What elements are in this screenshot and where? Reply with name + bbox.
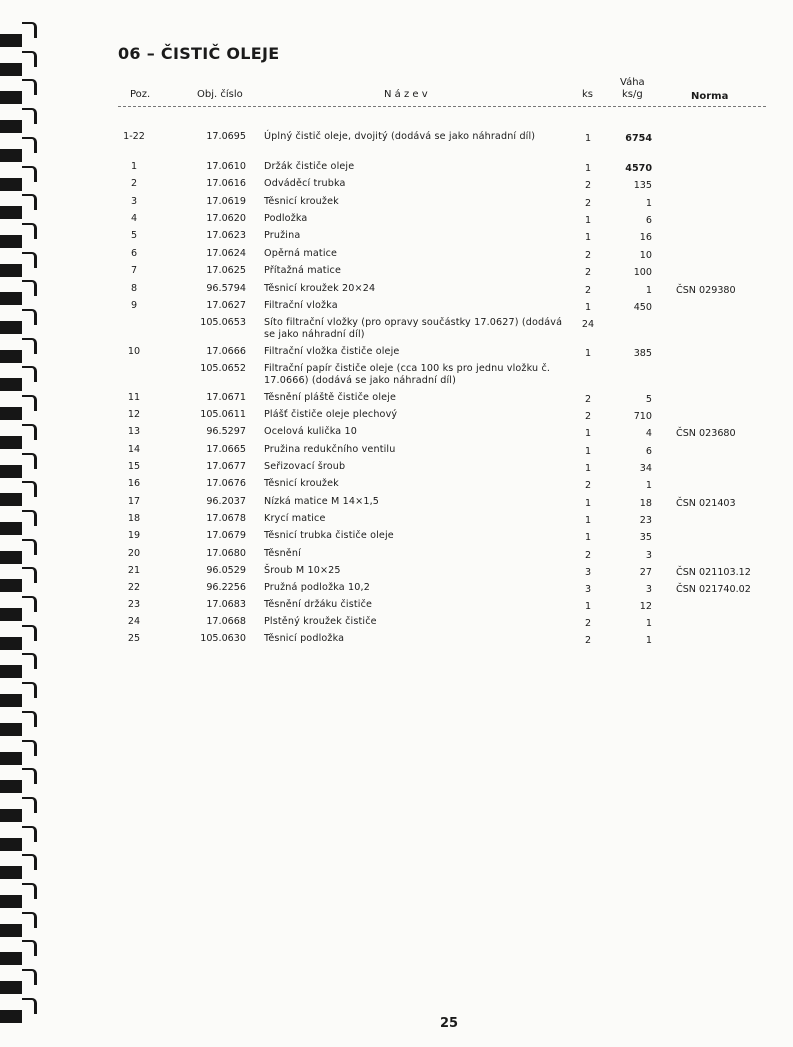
row-order-number: 96.2256 [206, 582, 246, 593]
row-name: Plstěný kroužek čističe [264, 616, 377, 627]
row-order-number: 17.0665 [206, 444, 246, 455]
row-position: 19 [127, 530, 141, 541]
row-position: 14 [127, 444, 141, 455]
row-order-number: 17.0678 [206, 513, 246, 524]
row-name: Těsnicí trubka čističe oleje [264, 530, 394, 541]
row-order-number: 17.0680 [206, 548, 246, 559]
row-weight: 385 [633, 348, 652, 359]
row-quantity: 3 [584, 584, 592, 595]
row-norm: ČSN 023680 [676, 428, 736, 439]
row-norm: ČSN 029380 [676, 285, 736, 296]
row-order-number: 17.0677 [206, 461, 246, 472]
row-position: 1 [130, 161, 138, 172]
row-order-number: 105.0653 [200, 317, 246, 328]
row-weight: 135 [633, 180, 652, 191]
row-order-number: 17.0679 [206, 530, 246, 541]
row-quantity: 2 [584, 411, 592, 422]
row-weight: 27 [639, 567, 652, 578]
binding-ring [0, 838, 38, 851]
row-quantity: 2 [584, 618, 592, 629]
row-position: 24 [127, 616, 141, 627]
row-order-number: 17.0610 [206, 161, 246, 172]
row-quantity: 2 [584, 480, 592, 491]
row-position: 13 [127, 426, 141, 437]
row-name: Nízká matice M 14×1,5 [264, 496, 380, 507]
row-weight: 100 [633, 267, 652, 278]
row-order-number: 96.2037 [206, 496, 246, 507]
row-norm: ČSN 021740.02 [676, 584, 751, 595]
row-quantity: 2 [584, 394, 592, 405]
binding-ring [0, 924, 38, 937]
row-name: Těsnicí podložka [264, 633, 345, 644]
row-order-number: 105.0630 [200, 633, 246, 644]
header-divider [118, 106, 766, 107]
row-order-number: 17.0616 [206, 178, 246, 189]
row-order-number: 17.0623 [206, 230, 246, 241]
binding-ring [0, 694, 38, 707]
row-name: Krycí matice [264, 513, 326, 524]
row-name: Odváděcí trubka [264, 178, 346, 189]
row-order-number: 17.0624 [206, 248, 246, 259]
page-title: 06 – ČISTIČ OLEJE [118, 44, 280, 63]
binding-ring [0, 637, 38, 650]
binding-ring [0, 981, 38, 994]
header-obj: Obj. číslo [197, 89, 243, 100]
binding-ring [0, 235, 38, 248]
row-name: Pružina redukčního ventilu [264, 444, 396, 455]
row-quantity: 1 [584, 133, 592, 144]
row-position: 1-22 [123, 131, 145, 142]
row-position: 3 [130, 196, 138, 207]
row-name: Ocelová kulička 10 [264, 426, 358, 437]
binding-ring [0, 752, 38, 765]
row-name: Držák čističe oleje [264, 161, 355, 172]
row-position: 2 [130, 178, 138, 189]
header-weight-bottom: ks/g [622, 89, 643, 100]
row-order-number: 17.0683 [206, 599, 246, 610]
row-weight: 34 [639, 463, 652, 474]
binding-ring [0, 34, 38, 47]
binding-ring [0, 407, 38, 420]
row-quantity: 1 [584, 446, 592, 457]
row-quantity: 1 [584, 601, 592, 612]
header-pos: Poz. [130, 89, 151, 100]
row-name: Těsnění pláště čističe oleje [264, 392, 397, 403]
row-name: Filtrační vložka čističe oleje [264, 346, 400, 357]
row-name: Plášť čističe oleje plechový [264, 409, 398, 420]
row-name: Úplný čistič oleje, dvojitý (dodává se jako náhradní díl) [264, 131, 536, 142]
header-ks: ks [582, 89, 594, 100]
binding-ring [0, 780, 38, 793]
row-position: 8 [130, 283, 138, 294]
row-weight: 6 [645, 446, 652, 457]
row-order-number: 105.0652 [200, 363, 246, 374]
row-quantity: 1 [584, 163, 592, 174]
row-position: 18 [127, 513, 141, 524]
row-order-number: 96.0529 [206, 565, 246, 576]
row-name: Opěrná matice [264, 248, 338, 259]
row-quantity: 1 [584, 498, 592, 509]
row-position: 11 [127, 392, 141, 403]
row-order-number: 17.0676 [206, 478, 246, 489]
row-weight: 6754 [625, 133, 652, 144]
row-weight: 5 [645, 394, 652, 405]
binding-ring [0, 895, 38, 908]
row-quantity: 3 [584, 567, 592, 578]
row-weight: 3 [645, 584, 652, 595]
row-position: 12 [127, 409, 141, 420]
row-weight: 450 [633, 302, 652, 313]
binding-ring [0, 493, 38, 506]
row-position: 20 [127, 548, 141, 559]
binding-ring [0, 608, 38, 621]
spiral-binding [0, 0, 44, 1047]
row-quantity: 1 [584, 463, 592, 474]
row-position: 21 [127, 565, 141, 576]
row-order-number: 17.0666 [206, 346, 246, 357]
row-position: 22 [127, 582, 141, 593]
binding-ring [0, 264, 38, 277]
page-number: 25 [439, 1016, 459, 1031]
row-name: Přítažná matice [264, 265, 341, 276]
binding-ring [0, 292, 38, 305]
row-weight: 1 [645, 635, 652, 646]
row-position: 16 [127, 478, 141, 489]
row-position: 6 [130, 248, 138, 259]
binding-ring [0, 378, 38, 391]
row-name: Těsnicí kroužek [264, 196, 339, 207]
row-position: 10 [127, 346, 141, 357]
row-order-number: 17.0620 [206, 213, 246, 224]
row-weight: 1 [645, 285, 652, 296]
row-weight: 10 [639, 250, 652, 261]
row-name: Filtrační papír čističe oleje (cca 100 ks pro jednu vložku č. 17.0666) (dodává se jako náhradní díl) [264, 363, 551, 386]
binding-ring [0, 350, 38, 363]
row-position: 7 [130, 265, 138, 276]
binding-ring [0, 665, 38, 678]
row-weight: 710 [633, 411, 652, 422]
binding-ring [0, 91, 38, 104]
binding-ring [0, 866, 38, 879]
row-position: 15 [127, 461, 141, 472]
row-quantity: 1 [584, 348, 592, 359]
row-weight: 18 [639, 498, 652, 509]
row-order-number: 17.0619 [206, 196, 246, 207]
binding-ring [0, 120, 38, 133]
binding-ring [0, 178, 38, 191]
row-weight: 23 [639, 515, 652, 526]
row-name: Těsnění [264, 548, 301, 559]
binding-ring [0, 321, 38, 334]
row-quantity: 1 [584, 428, 592, 439]
row-weight: 12 [639, 601, 652, 612]
row-quantity: 1 [584, 515, 592, 526]
header-norm: Norma [691, 91, 729, 102]
row-norm: ČSN 021403 [676, 498, 736, 509]
row-order-number: 17.0695 [206, 131, 246, 142]
row-quantity: 24 [581, 319, 595, 330]
row-order-number: 17.0625 [206, 265, 246, 276]
binding-ring [0, 551, 38, 564]
row-norm: ČSN 021103.12 [676, 567, 751, 578]
binding-ring [0, 579, 38, 592]
binding-ring [0, 149, 38, 162]
row-weight: 1 [645, 480, 652, 491]
row-name: Těsnicí kroužek 20×24 [264, 283, 376, 294]
row-quantity: 2 [584, 267, 592, 278]
binding-ring [0, 465, 38, 478]
row-quantity: 2 [584, 285, 592, 296]
row-quantity: 1 [584, 232, 592, 243]
row-weight: 6 [645, 215, 652, 226]
row-weight: 1 [645, 198, 652, 209]
row-quantity: 2 [584, 250, 592, 261]
row-weight: 1 [645, 618, 652, 629]
row-position: 4 [130, 213, 138, 224]
row-position: 9 [130, 300, 138, 311]
row-name: Síto filtrační vložky (pro opravy součástky 17.0627) (dodává se jako náhradní díl) [264, 317, 563, 340]
row-quantity: 2 [584, 635, 592, 646]
row-position: 25 [127, 633, 141, 644]
row-name: Podložka [264, 213, 308, 224]
row-name: Těsnicí kroužek [264, 478, 339, 489]
row-position: 17 [127, 496, 141, 507]
row-name: Seřizovací šroub [264, 461, 346, 472]
row-quantity: 1 [584, 532, 592, 543]
row-name: Filtrační vložka [264, 300, 338, 311]
row-position: 5 [130, 230, 138, 241]
binding-ring [0, 1010, 38, 1023]
row-weight: 4570 [625, 163, 652, 174]
binding-ring [0, 206, 38, 219]
row-order-number: 17.0671 [206, 392, 246, 403]
binding-ring [0, 522, 38, 535]
row-quantity: 1 [584, 302, 592, 313]
row-quantity: 2 [584, 198, 592, 209]
row-order-number: 96.5297 [206, 426, 246, 437]
binding-ring [0, 63, 38, 76]
row-name: Šroub M 10×25 [264, 565, 341, 576]
binding-ring [0, 809, 38, 822]
row-quantity: 2 [584, 180, 592, 191]
row-order-number: 17.0627 [206, 300, 246, 311]
row-weight: 4 [645, 428, 652, 439]
header-weight-top: Váha [620, 77, 645, 88]
row-weight: 35 [639, 532, 652, 543]
binding-ring [0, 952, 38, 965]
row-order-number: 105.0611 [200, 409, 246, 420]
row-quantity: 2 [584, 550, 592, 561]
header-name: N á z e v [384, 89, 428, 100]
row-order-number: 17.0668 [206, 616, 246, 627]
row-position: 23 [127, 599, 141, 610]
row-name: Pružná podložka 10,2 [264, 582, 370, 593]
binding-ring [0, 723, 38, 736]
row-name: Pružina [264, 230, 301, 241]
row-name: Těsnění držáku čističe [264, 599, 373, 610]
row-weight: 3 [645, 550, 652, 561]
row-weight: 16 [639, 232, 652, 243]
row-order-number: 96.5794 [206, 283, 246, 294]
binding-ring [0, 436, 38, 449]
row-quantity: 1 [584, 215, 592, 226]
